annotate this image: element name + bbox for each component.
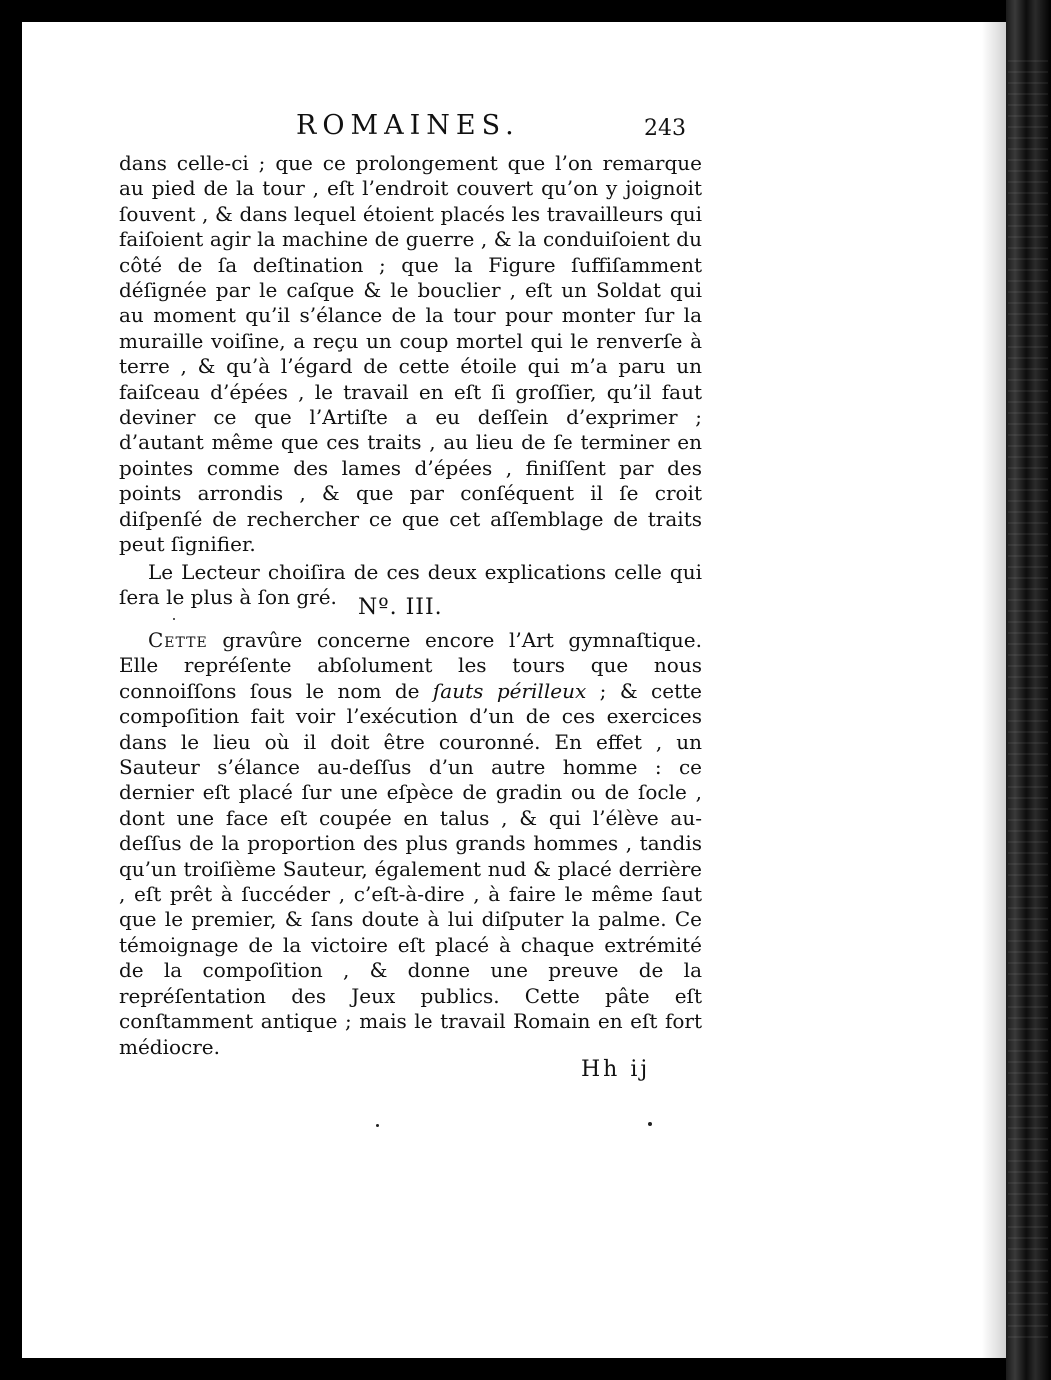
ink-speck	[376, 1124, 379, 1127]
section-heading: Nº. III.	[358, 595, 443, 620]
page-gutter-shadow	[982, 22, 1006, 1358]
section-text-part-2: ; & cette compoſition fait voir l’exécution d’un de ces exercices dans le lieu où il doit être couronné. En effet , un Sauteur s’élance au-deſſus d’un autre homme : ce dernier eſt placé ſur une eſpèce de gradin ou de ſocle , dont une face eſt coupée en talus , & qui l’élève au-deſſus de la proportion des plus grands hommes , tandis qu’un troiſième Sauteur, également nud & placé derrière , eſt prêt à ſuccéder , c’eſt-à-dire , à faire le même ſaut que le premier, & ſans doute à lui diſputer la palme. Ce témoignage de la victoire eſt placé à chaque extrémité de la compoſition , & donne une preuve de la repréſentation des Jeux publics. Cette pâte eſt conſtamment antique ; mais le travail Romain en eſt fort médiocre.	[119, 678, 702, 1059]
paragraph-reader-choice: Le Lecteur choiſira de ces deux explications celle qui ſera le plus à ſon gré.	[119, 559, 702, 609]
section-text-block	[119, 628, 702, 1060]
page-edge-texture	[1008, 60, 1048, 1340]
lead-word: Cette	[148, 628, 208, 652]
running-head: ROMAINES.	[296, 110, 520, 141]
page-number: 243	[644, 116, 686, 141]
italic-phrase: ſauts périlleux	[432, 678, 587, 703]
text-block	[119, 151, 702, 610]
ink-speck	[648, 1122, 652, 1126]
section-text-part-1: gravûre concerne encore l’Art gymnaſtique. Elle repréſente abſolument les tours que nous connoiſſons ſous le nom de	[119, 628, 702, 703]
paragraph-continued: dans celle-ci ; que ce prolongement que l’on remarque au pied de la tour , eſt l’endroit couvert qu’on y joignoit ſouvent , & dans lequel étoient placés les travailleurs qui faiſoient agir la machine de guerre , & la conduiſoient du côté de ſa deſtination ; que la Figure ſuffiſamment déſignée par le caſque & le bouclier , eſt un Soldat qui au moment qu’il s’élance de la tour pour monter ſur la muraille voiſine, a reçu un coup mortel qui le renverſe à terre , & qu’à l’égard de cette étoile qui m’a paru un faiſceau d’épées , le travail en eſt ſi groſſier, qu’il faut deviner ce que l’Artiſte a eu deſſein d’exprimer ; d’autant même que ces traits , au lieu de ſe terminer en pointes comme des lames d’épées , finiſſent par des points arrondis , & que par conſéquent il ſe croit diſpenſé de rechercher ce que cet aſſemblage de traits peut ſignifier.	[119, 151, 702, 557]
section-paragraph	[119, 628, 702, 1060]
signature-mark: Hh ij	[581, 1057, 651, 1082]
ink-speck	[173, 618, 175, 620]
